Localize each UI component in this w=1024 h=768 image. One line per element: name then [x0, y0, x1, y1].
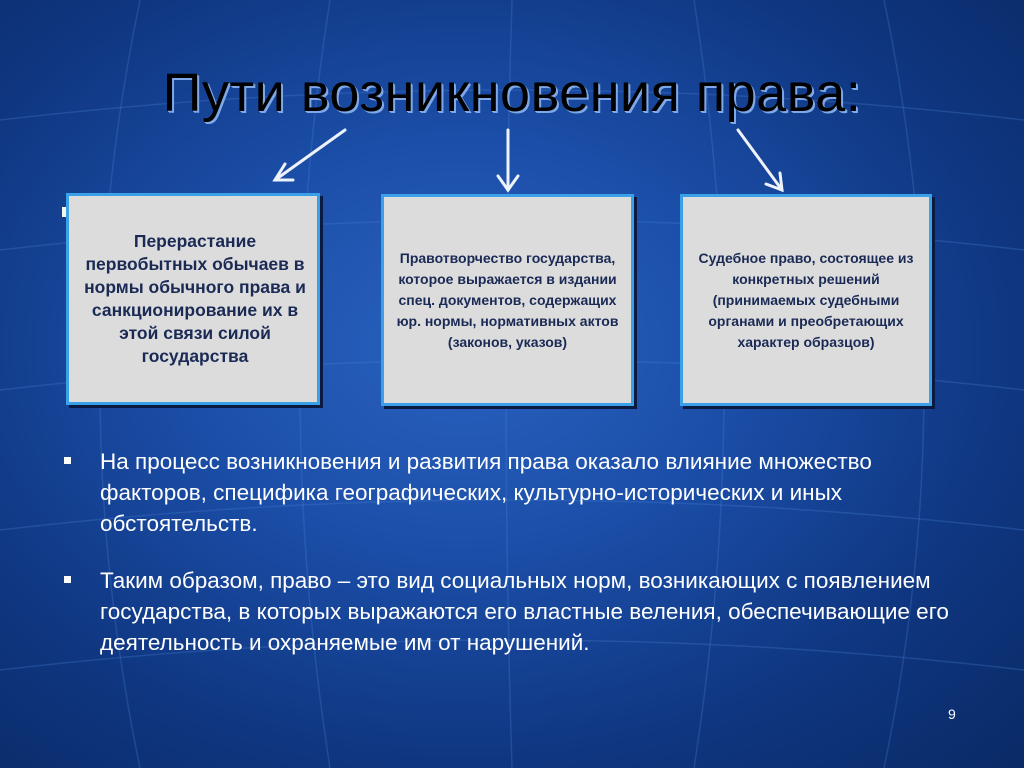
bullet-item — [62, 565, 962, 658]
arrow-down-icon — [498, 130, 518, 190]
slide-title: Пути возникновения права: — [162, 63, 862, 123]
page-number: 9 — [948, 706, 956, 722]
path-box-customs — [66, 193, 320, 405]
arrow-left-icon — [275, 130, 345, 180]
path-box-text: Правотворчество государства, которое выражается в издании спец. документов, содержащих юр. нормы, нормативных актов (законов, указов) — [396, 249, 619, 350]
bullet-square-icon — [64, 457, 71, 464]
arrow-right-icon — [738, 130, 782, 190]
bullet-text: На процесс возникновения и развития права оказало влияние множество факторов, специфика географических, культурно-исторических и иных обстоятельств. — [100, 449, 872, 536]
bullet-list — [62, 446, 962, 684]
path-box-text: Перерастание первобытных обычаев в нормы обычного права и санкционирование их в этой связи силой государства — [84, 231, 306, 366]
path-box-judicial — [680, 194, 932, 406]
bullet-square-icon — [64, 576, 71, 583]
path-box-text: Судебное право, состоящее из конкретных решений (принимаемых судебными органами и преобретающих характер образцов) — [698, 249, 914, 350]
path-box-lawmaking — [381, 194, 634, 406]
bullet-item — [62, 446, 962, 539]
bullet-text: Таким образом, право – это вид социальных норм, возникающих с появлением государства, в которых выражаются его властные веления, обеспечивающие его деятельность и охраняемые им от нарушений. — [100, 568, 949, 655]
